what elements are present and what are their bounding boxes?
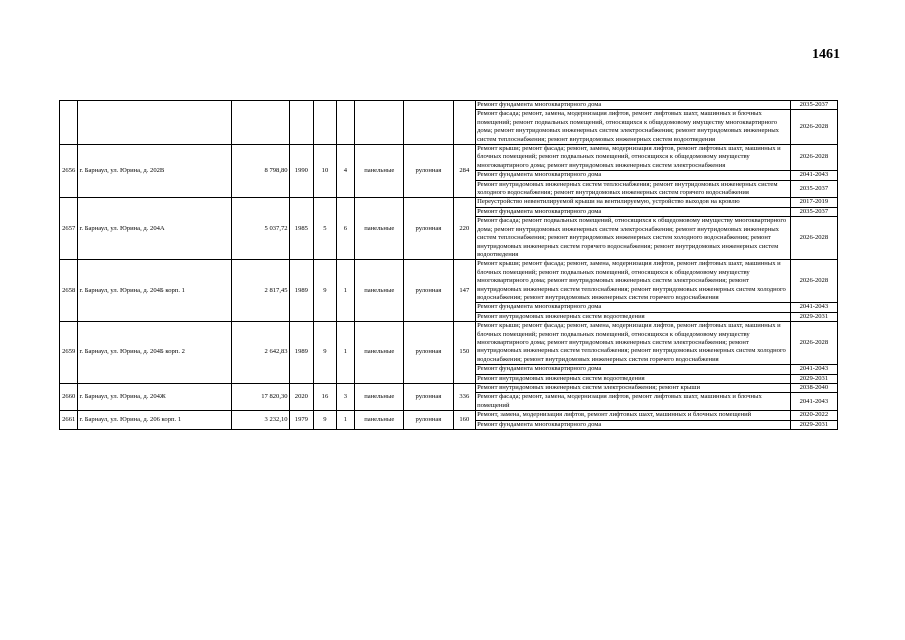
work-description: Ремонт внутридомовых инженерных систем теплоснабжения; ремонт внутридомовых инженерных систем холодного водоснабжения; ремонт внутридомовых инженерных систем горячего водоснабжения [476,180,791,198]
work-description: Ремонт крыши; ремонт фасада; ремонт, замена, модернизация лифтов, ремонт лифтовых шахт, машинных и блочных помещений; ремонт подвальных помещений, относящихся к общедомовому имуществу многоквартирного дома; ремонт внутридомовых инженерных систем электроснабжения; ремонт внутридомовых инженерных систем теплоснабжения; ремонт внутридомовых инженерных систем холодного водоснабжения; ремонт внутридомовых инженерных систем горячего водоснабжения [476,322,791,365]
empty-cell [289,101,314,145]
apartments: 150 [453,322,476,384]
work-description: Ремонт фундамента многоквартирного дома [476,303,791,312]
work-description: Ремонт фасада; ремонт, замена, модернизация лифтов, ремонт лифтовых шахт, машинных и блочных помещений [476,393,791,411]
empty-cell [336,101,354,145]
floors: 9 [314,260,337,322]
floors: 9 [314,411,337,430]
work-period: 2026-2028 [790,217,837,260]
build-year: 1989 [289,322,314,384]
floors: 10 [314,145,337,198]
roof-type: рулонная [404,260,453,322]
empty-cell [404,101,453,145]
address: г. Барнаул, ул. Юрина, д. 204Б корп. 1 [78,260,232,322]
work-period: 2029-2031 [790,374,837,383]
wall-material: панельные [355,145,404,198]
work-period: 2029-2031 [790,420,837,429]
work-description: Ремонт фундамента многоквартирного дома [476,171,791,180]
wall-material: панельные [355,198,404,260]
roof-type: рулонная [404,384,453,411]
work-period: 2035-2037 [790,101,837,110]
work-period: 2038-2040 [790,384,837,393]
work-period: 2029-2031 [790,312,837,321]
roof-type: рулонная [404,145,453,198]
work-period: 2035-2037 [790,207,837,216]
empty-cell [60,101,78,145]
work-period: 2041-2043 [790,171,837,180]
table-row [60,145,838,171]
floors: 5 [314,198,337,260]
entrances: 1 [336,411,354,430]
empty-cell [355,101,404,145]
entrances: 4 [336,145,354,198]
work-period: 2017-2019 [790,198,837,207]
work-description: Ремонт внутридомовых инженерных систем электроснабжения; ремонт крыши [476,384,791,393]
page-number: 1461 [812,47,840,62]
work-description: Ремонт фасада; ремонт, замена, модернизация лифтов, ремонт лифтовых шахт, машинных и блочных помещений; ремонт подвальных помещений, относящихся к общедомовому имуществу многоквартирного дома; ремонт внутридомовых инженерных систем электроснабжения; ремонт внутридомовых инженерных систем теплоснабжения; ремонт внутридомовых инженерных систем водоотведения [476,110,791,145]
work-period: 2020-2022 [790,411,837,420]
table-row [60,384,838,393]
table-row [60,411,838,420]
work-period: 2035-2037 [790,180,837,198]
table-row [60,101,838,110]
table-row [60,322,838,365]
build-year: 1989 [289,260,314,322]
work-period: 2041-2043 [790,365,837,374]
total-area: 2 817,45 [232,260,289,322]
total-area: 17 820,30 [232,384,289,411]
address: г. Барнаул, ул. Юрина, д. 202В [78,145,232,198]
work-description: Ремонт фундамента многоквартирного дома [476,420,791,429]
address: г. Барнаул, ул. Юрина, д. 204А [78,198,232,260]
work-description: Ремонт фундамента многоквартирного дома [476,207,791,216]
empty-cell [453,101,476,145]
work-period: 2026-2028 [790,260,837,303]
apartments: 284 [453,145,476,198]
work-description: Ремонт внутридомовых инженерных систем водоотведения [476,374,791,383]
apartments: 147 [453,260,476,322]
row-number: 2657 [60,198,78,260]
empty-cell [78,101,232,145]
work-period: 2026-2028 [790,322,837,365]
work-description: Ремонт фундамента многоквартирного дома [476,365,791,374]
build-year: 1990 [289,145,314,198]
total-area: 2 642,83 [232,322,289,384]
total-area: 8 798,80 [232,145,289,198]
floors: 16 [314,384,337,411]
work-description: Ремонт фундамента многоквартирного дома [476,101,791,110]
build-year: 2020 [289,384,314,411]
work-description: Ремонт, замена, модернизация лифтов, ремонт лифтовых шахт, машинных и блочных помещений [476,411,791,420]
row-number: 2658 [60,260,78,322]
floors: 9 [314,322,337,384]
address: г. Барнаул, ул. Юрина, д. 204Ж [78,384,232,411]
roof-type: рулонная [404,411,453,430]
apartments: 220 [453,198,476,260]
work-description: Ремонт крыши; ремонт фасада; ремонт, замена, модернизация лифтов, ремонт лифтовых шахт, машинных и блочных помещений; ремонт подвальных помещений, относящихся к общедомовому имуществу многоквартирного дома; ремонт внутридомовых инженерных систем электроснабжения [476,145,791,171]
entrances: 3 [336,384,354,411]
empty-cell [314,101,337,145]
wall-material: панельные [355,322,404,384]
address: г. Барнаул, ул. Юрина, д. 204Б корп. 2 [78,322,232,384]
row-number: 2656 [60,145,78,198]
wall-material: панельные [355,260,404,322]
entrances: 1 [336,322,354,384]
work-description: Переустройство невентилируемой крыши на вентилируемую, устройство выходов на кровлю [476,198,791,207]
work-period: 2041-2043 [790,303,837,312]
row-number: 2661 [60,411,78,430]
build-year: 1979 [289,411,314,430]
entrances: 6 [336,198,354,260]
work-period: 2026-2028 [790,145,837,171]
apartments: 336 [453,384,476,411]
build-year: 1985 [289,198,314,260]
wall-material: панельные [355,384,404,411]
work-period: 2026-2028 [790,110,837,145]
work-description: Ремонт фасада; ремонт подвальных помещений, относящихся к общедомовому имуществу многоквартирного дома; ремонт внутридомовых инженерных систем электроснабжения; ремонт внутридомовых инженерных систем теплоснабжения; ремонт внутридомовых инженерных систем холодного водоснабжения; ремонт внутридомовых инженерных систем горячего водоснабжения; ремонт внутридомовых инженерных систем водоотведения [476,217,791,260]
table-row [60,260,838,303]
apartments: 160 [453,411,476,430]
roof-type: рулонная [404,322,453,384]
empty-cell [232,101,289,145]
work-description: Ремонт крыши; ремонт фасада; ремонт, замена, модернизация лифтов, ремонт лифтовых шахт, машинных и блочных помещений; ремонт подвальных помещений, относящихся к общедомовому имуществу многоквартирного дома; ремонт внутридомовых инженерных систем электроснабжения; ремонт внутридомовых инженерных систем теплоснабжения; ремонт внутридомовых инженерных систем холодного водоснабжения; ремонт внутридомовых инженерных систем горячего водоснабжения [476,260,791,303]
address: г. Барнаул, ул. Юрина, д. 206 корп. 1 [78,411,232,430]
total-area: 3 232,10 [232,411,289,430]
entrances: 1 [336,260,354,322]
row-number: 2659 [60,322,78,384]
roof-type: рулонная [404,198,453,260]
table-row [60,198,838,207]
total-area: 5 037,72 [232,198,289,260]
wall-material: панельные [355,411,404,430]
work-description: Ремонт внутридомовых инженерных систем водоотведения [476,312,791,321]
row-number: 2660 [60,384,78,411]
capital-repair-table [59,100,838,430]
work-period: 2041-2043 [790,393,837,411]
